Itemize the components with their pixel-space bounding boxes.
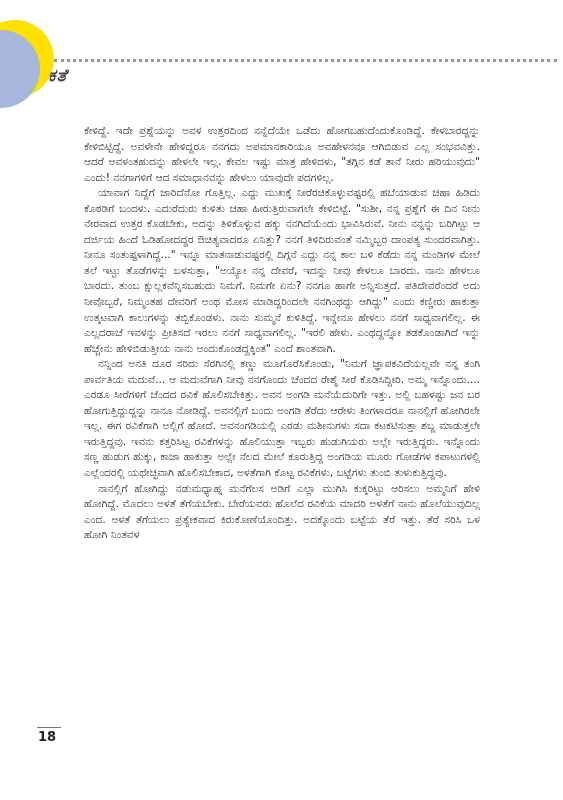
paragraph: ನಾನಲ್ಲಿಗೆ ಹೋಗಿದ್ದು ನಡುಮಧ್ಯಾಹ್ನ ಮನೆಗೆಲಸ ಅಡಿಗೆ ಎಲ್ಲಾ ಮುಗಿಸಿ ಕುಕ್ಕರಿಟ್ಟು ಆರಿಸಲು ಅಮ್ಮನಿಗೆ ಹೇಳಿ ಹೋಗಿದ್ದೆ. ಮೊದಲು ಅಳತೆ ತೆಗೆಯಬೇಕು. ಬೇರೆಯವರು ಹೊಲೆದ ರವಿಕೆಯ ಮಾದರಿ ಅಳತೆಗೆ ನಾನು ಹೊಲೆಯುವುದಿಲ್ಲ ಎಂದ. ಅಳತೆ ತೆಗೆಯಲು ಪ್ರತ್ಯೇಕವಾದ ಕಿರುಕೋಣೆಯೊಂದಿತ್ತು. ಅದಕ್ಕೊಂದು ಬಟ್ಟೆಯ ತೆರೆ ಇತ್ತು. ತೆರೆ ಸರಿಸಿ ಒಳ ಹೋಗಿ ನಿಂತವಳ	[84, 482, 480, 542]
section-label: ಕತೆ	[48, 66, 68, 86]
paragraph: ಯಾವಾಗ ನಿದ್ದೆಗೆ ಜಾರಿದೆನೋ ಗೊತ್ತಿಲ್ಲ. ಎದ್ದು ಮುಖಕ್ಕೆ ನೀರೆರಚಿಕೊಳ್ಳುವಷ್ಟರಲ್ಲಿ ಹಬೆಯಾಡುವ ಚಹಾ ಹಿಡಿದು ಕೊಠಡಿಗೆ ಬಂದಳು. ಎದುರೆದುರು ಕುಳಿತು ಚಹಾ ಹೀರುತ್ತಿರುವಾಗಲೇ ಕೇಳಿಬಿಟ್ಟೆ. "ಸುಶೀ, ನನ್ನ ಪ್ರಶ್ನೆಗೆ ಈ ದಿನ ನೀನು ನೇರವಾದ ಉತ್ತರ ಕೊಡಬೇಕು, ಅದನ್ನು ತಿಳಿಕೊಳ್ಳುವ ಹಕ್ಕು ನನಗಿದೆಯೆಂದು ಭಾವಿಸಿರುವೆ. ನೀನು ನನ್ನನ್ನು ಬರಿಗಿಟ್ಟು ಆ ದರ್ಜಿಯ ಹಿಂದೆ ಓಡಿಹೋದದ್ದರ ಔಚಿತ್ಯವಾದರೂ ಏನಿತ್ತು? ನನಗೆ ತಿಳಿದಿರುವಂತೆ ನಮ್ಮಿಬ್ಬರ ದಾಂಪತ್ಯ ಸುಂದರವಾಗಿತ್ತು. ನೀನೂ ಸಂತುಷ್ಟಳಾಗಿದ್ದೆ..." ಇನ್ನೂ ಮಾತನಾಡುವಷ್ಟರಲ್ಲಿ ದಿಗ್ಗನೆ ಎದ್ದು ನನ್ನ ಕಾಲ ಬಳಿ ಕೆಡೆದು ನನ್ನ ಮಂಡಿಗಳ ಮೇಲೆ ತಲೆ ಇಟ್ಟು ತೊಡೆಗಳನ್ನು ಬಳಸುತ್ತಾ, "ಅಯ್ಯೋ ನನ್ನ ದೇವರೆ, ಇದನ್ನು ನೀವು ಕೇಳಲೂ ಬಾರದು. ನಾನು ಹೇಳಲೂ ಬಾರದು. ತುಂಬ ಕ್ಷುಲ್ಲಕವೆನ್ನಿಸಬಹುದು ನಿಮಗೆ. ನಿಮಗೇ ಏನು? ನನಗೂ ಹಾಗೇ ಅನ್ನಿಸುತ್ತದೆ. ಪತಿದೇವರೆಂದರೆ ಅದು ನೀವೊಬ್ಬರೆ, ನಿಮ್ಮಂತಹ ದೇವರಿಗೆ ಅಂಥ ಮೋಸ ಮಾಡಿದ್ದರಿಂದಲೇ ನನಗಿಂಥದ್ದು ಆಗಿದ್ದು" ಎಂದು ಕಣ್ಣೀರು ಹಾಕುತ್ತಾ ಉತ್ಕಟವಾಗಿ ಕಾಲುಗಳನ್ನು ತಬ್ಬಿಕೊಂಡಳು. ನಾನು ಸುಮ್ಮನೆ ಕುಳಿತಿದ್ದೆ. ಇನ್ನೇನೂ ಹೇಳಲು ನನಗೆ ಸಾಧ್ಯವಾಗಲಿಲ್ಲ. ಈ ಎಲ್ಲದರಾಚೆ ಇವಳನ್ನು ಪ್ರೀತಿಸದೆ ಇರಲು ನನಗೆ ಸಾಧ್ಯವಾಗಲಿಲ್ಲ. "ಇರಲಿ ಹೇಳು. ಎಂಥದ್ದನ್ನೋ ತಡಕೊಂಡಾಗಿದೆ ಇನ್ನು ಹೆಚ್ಚೇನು ಹೇಳಿಬಿಡುತ್ತೀಯ ನಾನು ಅಂದುಕೊಂಡದ್ದಕ್ಕಿಂತ" ಎಂದೆ ಶಾಂತವಾಗಿ.	[84, 187, 480, 355]
page-number: 18	[38, 730, 57, 745]
paragraph: ನನ್ನಿಂದ ಅನತಿ ದೂರ ಸರಿದು ಸೆರಗಿನಲ್ಲಿ ಕಣ್ಣು ಮೂಗೊರೆಸಿಕೊಂಡು, "ನಿಮಗೆ ಜ್ಞಾಪಕವಿದೆಯಲ್ಲವೇ ನನ್ನ ತಂಗಿ ಪಾರ್ವತಿಯ ಮದುವೆ... ಆ ಮದುವೆಗಾಗಿ ನೀವು ನನಗೊಂದು ಚೆಂದದ ರೇಶ್ಮೆ ಸೀರೆ ಕೊಡಿಸಿದ್ದೀರಿ. ಅಮ್ಮ ಇನ್ನೊಂದು.... ಎರಡೂ ಸೀರೆಗಳಿಗೆ ಚೆಂದದ ರವಿಕೆ ಹೊಲಿಸಬೇಕಿತ್ತು. ಅವನ ಅಂಗಡಿ ಮನೆಯೆದುರಿಗೇ ಇತ್ತು. ಅಲ್ಲಿ ಬಹಳಷ್ಟು ಜನ ಬರ ಹೋಗುತ್ತಿದ್ದುದ್ದನ್ನು ನಾನೂ ನೋಡಿದ್ದೆ. ಅವನಲ್ಲಿಗೆ ಬಂದು ಅಂಗಡಿ ತೆರೆದು ಆರೇಳು ತಿಂಗಳಾದರೂ ನಾನಲ್ಲಿಗೆ ಹೋಗಿರಲೇ ಇಲ್ಲ. ಈಗ ರವಿಕೆಗಾಗಿ ಅಲ್ಲಿಗೆ ಹೋದೆ. ಅವನಂಗಡಿಯಲ್ಲಿ ಎರಡು ಮಶೀನುಗಳು ಸದಾ ಕಟಕಟಿಸುತ್ತಾ ಶಬ್ದ ಮಾಡುತ್ತಲೇ ಇರುತ್ತಿದ್ದವು. ಇವನು ಕತ್ತರಿಸಿಟ್ಟ ರವಿಕೆಗಳನ್ನು ಹೊಲಿಯುತ್ತಾ ಇಬ್ಬರು ಹುಡುಗಿಯರು ಅಲ್ಲೇ ಇರುತ್ತಿದ್ದರು. ಇನ್ನೊಂದು ಸಣ್ಣ ಹುಡುಗ ಹುಕ್ಕು, ಕಾಜಾ ಹಾಕುತ್ತಾ ಅಲ್ಲೇ ನೆಲದ ಮೇಲೆ ಕೂರುತ್ತಿದ್ದ ಅಂಗಡಿಯ ಮೂರು ಗೋಡೆಗಳ ಕಪಾಟುಗಳಲ್ಲಿ ಎಲ್ಲೆಂದರಲ್ಲಿ ಯಥೇಚ್ಛವಾಗಿ ಹೊಲಿಸಬೇಕಾದ, ಅಳತೆಗಾಗಿ ಕೊಟ್ಟ ರವಿಕೆಗಳು, ಬಟ್ಟೆಗಳು ತುಂಬಿ ತುಳುಕುತ್ತಿದ್ದವು.	[84, 358, 480, 480]
header-dotted-rule	[54, 59, 557, 62]
paragraph: ಕೇಳಿದ್ದೆ. ಇದೇ ಪ್ರಶ್ನೆಯನ್ನು ಅವಳ ಉತ್ತರದಿಂದ ನನ್ನೆದೆಯೇ ಒಡೆದು ಹೋಗಬಹುದೆಂದುಕೊಂಡಿದ್ದೆ. ಕೇಳಬಾರದ್ದನ್ನು ಕೇಳಿಬಿಟ್ಟಿದ್ದೆ. ಅವಳೇನೇ ಹೇಳಿದ್ದರೂ ನನಗದು ಅಪಮಾನಕಾರಿಯೂ ಅವಹೇಳನವೂ ಆಗಿಬಿಡುವ ಎಲ್ಲ ಸಂಭವವಿತ್ತು. ಆದರೆ ಅವಳಂತಹುದನ್ನು ಹೇಳಲೇ ಇಲ್ಲ. ಕೇವಲ ಇಷ್ಟು ಮಾತ್ರ ಹೇಳಿದಳು, "ತಗ್ಗಿನ ಕಡೆ ತಾನೆ ನೀರು ಹರಿಯುವುದು" ಎಂದು! ನನಗಾಗಳಿಗೆ ಆದ ಸಮಾಧಾನವನ್ನು ಹೇಳಲು ಯಾವುದೇ ಪದಗಳಿಲ್ಲ.	[84, 125, 480, 184]
article-body	[84, 124, 480, 544]
page-number-rule	[37, 727, 61, 728]
